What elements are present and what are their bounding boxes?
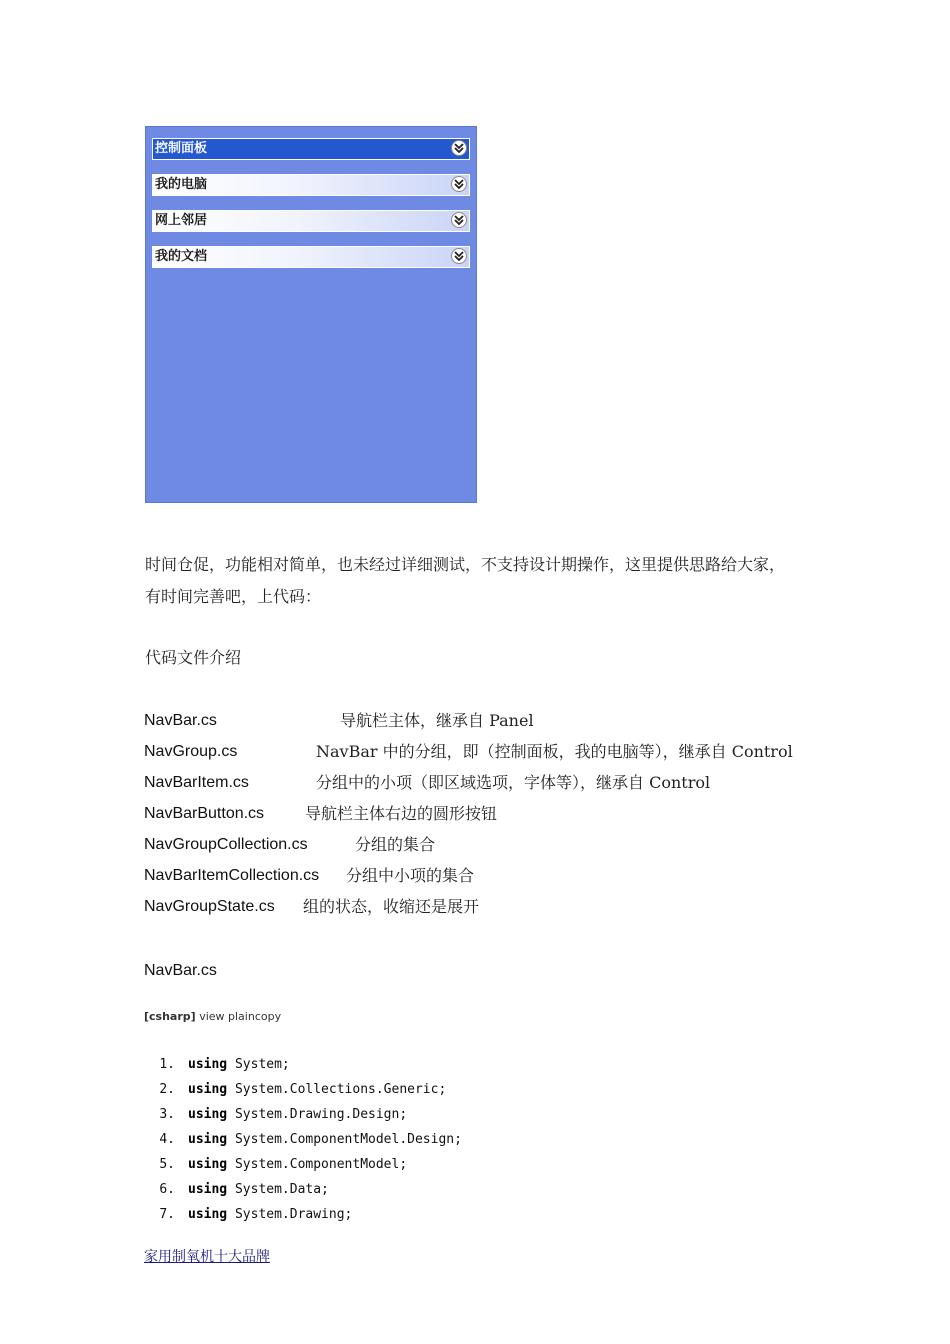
nav-group-label: 我的文档 <box>155 249 208 264</box>
line-number: 5. <box>159 1157 175 1172</box>
line-number: 7. <box>159 1207 175 1222</box>
line-number: 6. <box>159 1182 175 1197</box>
keyword: using <box>188 1182 228 1197</box>
footer-link[interactable]: 家用制氧机十大品牌 <box>144 1249 270 1265</box>
file-name: NavGroupCollection.cs <box>144 836 308 853</box>
keyword: using <box>188 1132 228 1147</box>
keyword: using <box>188 1057 228 1072</box>
code-block <box>144 1052 462 1227</box>
code-line <box>144 1202 462 1227</box>
intro-line-1: 时间仓促，功能相对简单，也未经过详细测试，不支持设计期操作，这里提供思路给大家， <box>145 555 786 574</box>
file-description: 导航栏主体，继承自 Panel <box>340 711 534 730</box>
code-text: System.Drawing; <box>227 1207 353 1222</box>
keyword: using <box>188 1157 228 1172</box>
line-number: 3. <box>159 1107 175 1122</box>
code-text: System.ComponentModel.Design; <box>227 1132 462 1147</box>
nav-group-my-documents[interactable] <box>152 246 470 268</box>
code-language-label: [csharp] <box>144 1010 196 1023</box>
file-name: NavBar.cs <box>144 712 217 729</box>
code-text: System; <box>227 1057 290 1072</box>
nav-group-my-computer[interactable] <box>152 174 470 196</box>
navbar-demo-screenshot <box>145 126 477 503</box>
file-name: NavBarItem.cs <box>144 774 249 791</box>
code-text: System.Drawing.Design; <box>227 1107 408 1122</box>
line-number: 4. <box>159 1132 175 1147</box>
code-text: System.ComponentModel; <box>227 1157 408 1172</box>
files-heading: 代码文件介绍 <box>145 648 242 667</box>
file-description: 组的状态，收缩还是展开 <box>303 897 480 916</box>
keyword: using <box>188 1207 228 1222</box>
nav-group-control-panel[interactable] <box>152 138 470 160</box>
file-description: 导航栏主体右边的圆形按钮 <box>305 804 498 823</box>
chevron-double-down-icon[interactable] <box>451 176 467 192</box>
file-description: NavBar 中的分组，即（控制面板，我的电脑等），继承自 Control <box>316 742 793 761</box>
code-line <box>144 1102 462 1127</box>
file-name: NavBarItemCollection.cs <box>144 867 320 884</box>
keyword: using <box>188 1082 228 1097</box>
chevron-double-down-icon[interactable] <box>451 212 467 228</box>
nav-group-label: 网上邻居 <box>155 213 208 228</box>
nav-group-label: 我的电脑 <box>155 177 208 192</box>
chevron-double-down-icon[interactable] <box>451 248 467 264</box>
file-name: NavBarButton.cs <box>144 805 265 822</box>
line-number: 1. <box>159 1057 175 1072</box>
code-line <box>144 1052 462 1077</box>
chevron-double-down-icon[interactable] <box>451 140 467 156</box>
code-line <box>144 1152 462 1177</box>
line-number: 2. <box>159 1082 175 1097</box>
code-line <box>144 1127 462 1152</box>
file-description: 分组的集合 <box>355 835 436 854</box>
intro-paragraph <box>145 549 825 613</box>
nav-group-network[interactable] <box>152 210 470 232</box>
code-header <box>144 1010 281 1023</box>
code-text: System.Collections.Generic; <box>227 1082 447 1097</box>
section-title: NavBar.cs <box>144 962 217 979</box>
file-description: 分组中的小项（即区域选项，字体等），继承自 Control <box>316 773 711 792</box>
file-name: NavGroup.cs <box>144 743 238 760</box>
code-line <box>144 1177 462 1202</box>
keyword: using <box>188 1107 228 1122</box>
file-name: NavGroupState.cs <box>144 898 275 915</box>
nav-group-label: 控制面板 <box>155 141 208 156</box>
code-line <box>144 1077 462 1102</box>
view-plain-copy-link[interactable]: view plaincopy <box>199 1010 282 1023</box>
intro-line-2: 有时间完善吧，上代码： <box>145 587 322 606</box>
file-description: 分组中小项的集合 <box>346 866 475 885</box>
code-text: System.Data; <box>227 1182 329 1197</box>
